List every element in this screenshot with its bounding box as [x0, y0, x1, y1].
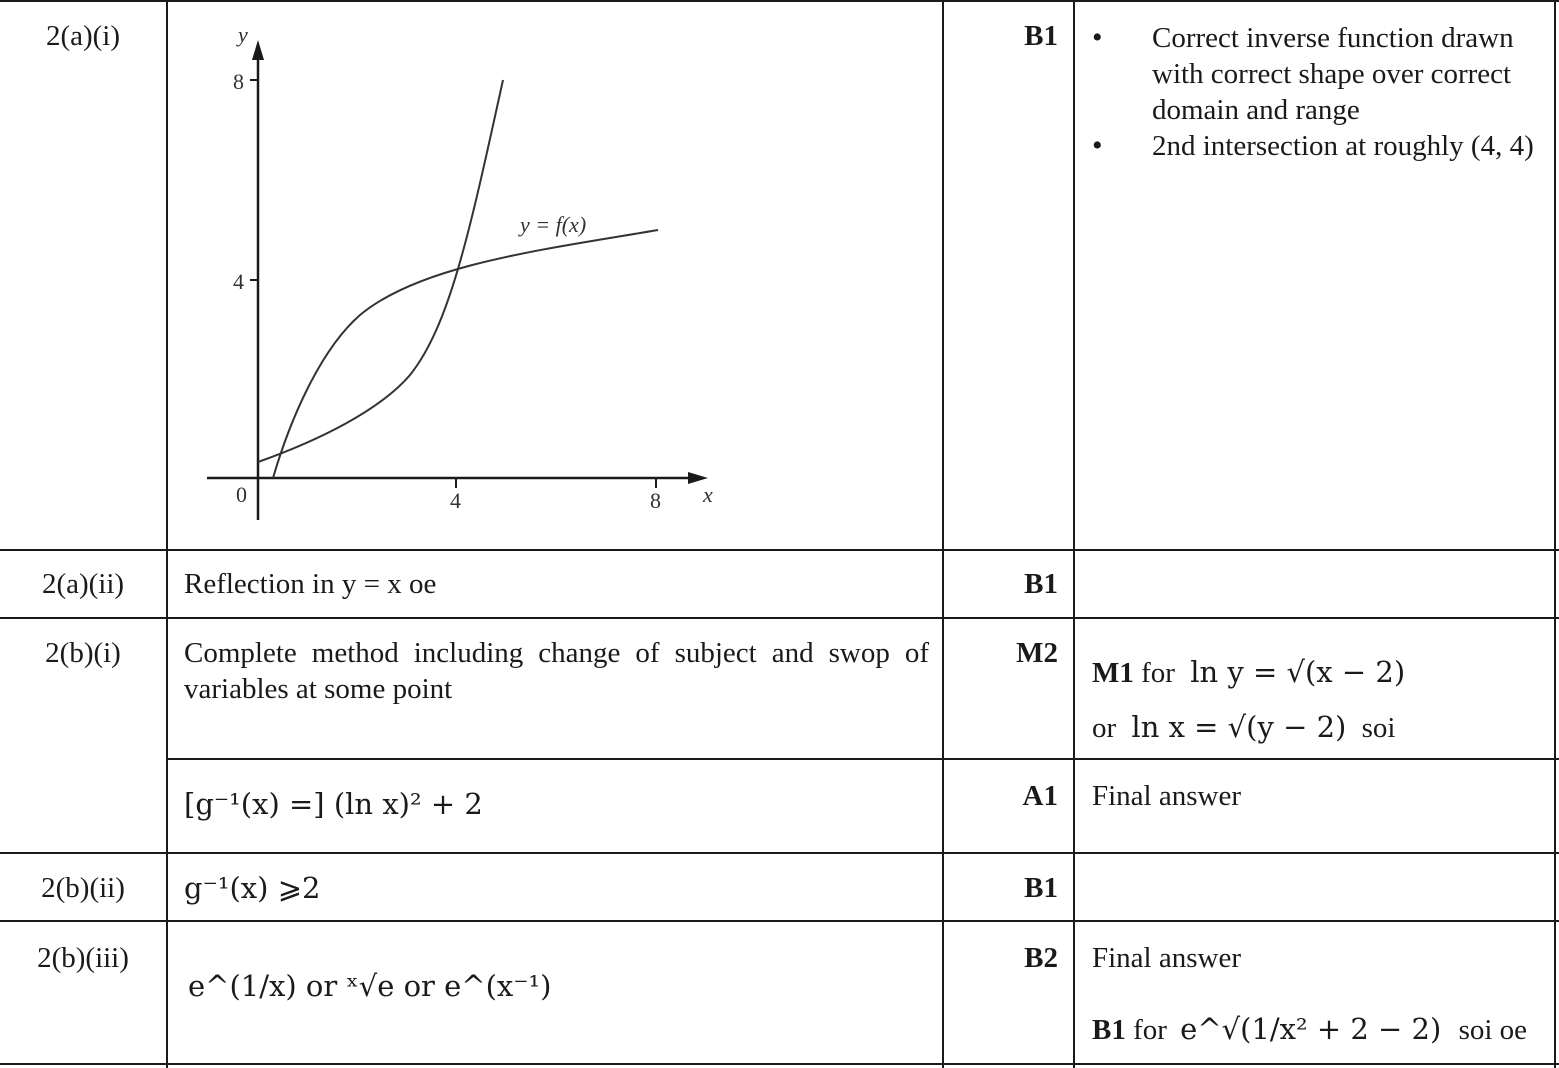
- method-mark-label: B1: [1092, 1014, 1126, 1046]
- y-axis-arrow: [252, 40, 264, 60]
- x-axis-label: x: [703, 482, 713, 507]
- y-tick-label-8: 8: [233, 69, 244, 94]
- question-part-label: 2(b)(ii): [41, 872, 125, 904]
- answer-text: Reflection in y = x oe: [184, 568, 437, 600]
- mark-label: B1: [1024, 20, 1058, 52]
- equation-ln-x: ln x = √(y − 2): [1131, 710, 1347, 744]
- column-divider: [1073, 0, 1075, 1068]
- for-text: for: [1133, 1014, 1167, 1046]
- answer-expression: e^(1/x) or ˣ√e or e^(x⁻¹): [188, 969, 552, 1003]
- answer-text: Complete method including change of subject and swop of variables at some point: [184, 637, 929, 705]
- guidance-text: Final answer: [1092, 780, 1241, 812]
- or-text: or: [1092, 712, 1117, 744]
- row-divider: [0, 617, 1559, 619]
- soi-text: soi: [1361, 712, 1396, 744]
- y-axis-label: y: [238, 22, 248, 47]
- origin-label: 0: [236, 482, 247, 507]
- guidance-cell: [1092, 645, 1547, 755]
- mark-label: B1: [1024, 568, 1058, 600]
- guidance-cell: [1092, 940, 1547, 1048]
- mark-label: B1: [1024, 872, 1058, 904]
- question-part-label: 2(a)(i): [45, 20, 121, 52]
- question-part-label: 2(a)(ii): [41, 568, 125, 600]
- mark-label: M2: [1016, 637, 1058, 669]
- x-tick-label-8: 8: [650, 488, 661, 513]
- row-divider: [0, 920, 1559, 922]
- row-divider: [0, 549, 1559, 551]
- row-divider: [0, 852, 1559, 854]
- method-mark-label: M1: [1092, 657, 1134, 689]
- answer-expression: g⁻¹(x) ⩾2: [184, 871, 321, 905]
- question-part-label: 2(b)(i): [45, 637, 121, 669]
- function-curve: [273, 230, 658, 478]
- curve-label: y = f(x): [520, 212, 587, 237]
- guidance-text: Final answer: [1092, 942, 1241, 974]
- column-divider: [942, 0, 944, 1068]
- guidance-bullet: • Correct inverse function drawn with correct shape over correct domain and range: [1092, 20, 1547, 128]
- guidance-cell: [1092, 20, 1547, 164]
- equation-ln-y: ln y = √(x − 2): [1190, 655, 1406, 689]
- row-divider: [166, 758, 1559, 760]
- table-border-right: [1554, 0, 1556, 1068]
- soi-oe-text: soi oe: [1458, 1014, 1528, 1046]
- mark-label: B2: [1024, 942, 1058, 974]
- for-text: for: [1141, 657, 1175, 689]
- guidance-bullet: • 2nd intersection at roughly (4, 4): [1092, 128, 1547, 164]
- y-tick-label-4: 4: [233, 269, 244, 294]
- table-border-top: [0, 0, 1559, 2]
- answer-expression: [g⁻¹(x) =] (ln x)² + 2: [184, 787, 483, 821]
- inverse-curve: [258, 80, 503, 462]
- question-part-label: 2(b)(iii): [37, 942, 129, 974]
- inverse-function-graph: [190, 20, 750, 530]
- column-divider: [166, 0, 168, 1068]
- exponent-expression: e^√(1/x² + 2 − 2): [1180, 1012, 1442, 1046]
- x-tick-label-4: 4: [450, 488, 461, 513]
- table-border-bottom: [0, 1063, 1559, 1065]
- mark-label: A1: [1022, 780, 1058, 812]
